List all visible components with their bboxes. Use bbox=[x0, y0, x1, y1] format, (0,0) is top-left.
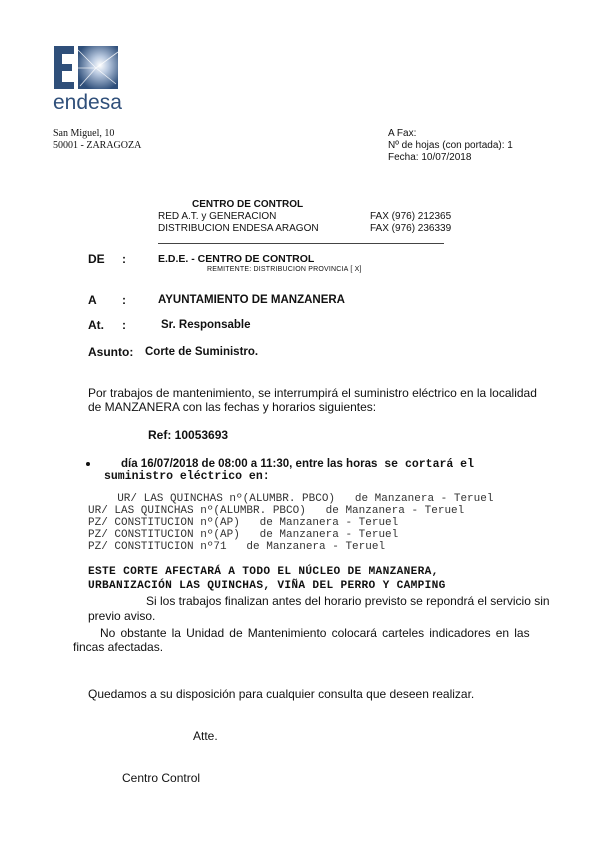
logo-wordmark: endesa bbox=[53, 91, 122, 114]
location-line: PZ/ CONSTITUCION nº(AP) de Manzanera - Teruel bbox=[88, 517, 399, 529]
de-label: DE bbox=[88, 252, 105, 266]
asunto-label: Asunto: bbox=[88, 345, 134, 359]
notice1-line2: previo aviso. bbox=[88, 609, 156, 623]
header-line2-left: DISTRIBUCION ENDESA ARAGON bbox=[158, 223, 319, 234]
header-title: CENTRO DE CONTROL bbox=[192, 199, 304, 210]
header-line1-left: RED A.T. y GENERACION bbox=[158, 211, 277, 222]
de-value: E.D.E. - CENTRO DE CONTROL bbox=[158, 253, 315, 265]
fax-to: A Fax: bbox=[388, 128, 417, 139]
notice1-line1: Si los trabajos finalizan antes del horario previsto se repondrá el servicio sin bbox=[146, 594, 550, 608]
fax-pages: Nº de hojas (con portada): 1 bbox=[388, 140, 513, 151]
schedule-part2: se cortará el bbox=[377, 458, 474, 471]
notice2-line1: No obstante la Unidad de Mantenimiento colocará carteles indicadores en las bbox=[100, 626, 530, 640]
bullet-icon bbox=[86, 462, 90, 466]
closing-text: Quedamos a su disposición para cualquier consulta que deseen realizar. bbox=[88, 687, 475, 701]
at-colon: : bbox=[122, 318, 126, 332]
schedule-part1: día 16/07/2018 de 08:00 a 11:30, entre las horas bbox=[121, 458, 378, 470]
a-colon: : bbox=[122, 293, 126, 307]
header-divider bbox=[158, 243, 444, 244]
sender-city: 50001 - ZARAGOZA bbox=[53, 140, 142, 151]
header-line2-right: FAX (976) 236339 bbox=[370, 223, 452, 234]
at-value: Sr. Responsable bbox=[161, 319, 251, 331]
atte-text: Atte. bbox=[193, 729, 218, 743]
intro-line1: Por trabajos de mantenimiento, se interrumpirá el suministro eléctrico en la localidad bbox=[88, 386, 537, 400]
de-colon: : bbox=[122, 252, 126, 266]
reference-number: Ref: 10053693 bbox=[148, 428, 229, 442]
a-value: AYUNTAMIENTO DE MANZANERA bbox=[158, 294, 345, 306]
affect-line2: URBANIZACIÓN LAS QUINCHAS, VIÑA DEL PERRO Y CAMPING bbox=[88, 580, 446, 592]
fax-date: Fecha: 10/07/2018 bbox=[388, 152, 472, 163]
location-line: PZ/ CONSTITUCION nº71 de Manzanera - Teruel bbox=[88, 541, 386, 553]
location-line: UR/ LAS QUINCHAS nº(ALUMBR. PBCO) de Manzanera - Teruel bbox=[104, 493, 494, 505]
location-line: PZ/ CONSTITUCION nº(AP) de Manzanera - Teruel bbox=[88, 529, 399, 541]
a-label: A bbox=[88, 293, 97, 307]
notice2-line2: fincas afectadas. bbox=[73, 640, 164, 654]
sender-street: San Miguel, 10 bbox=[53, 128, 115, 139]
de-remitente: REMITENTE: DISTRIBUCION PROVINCIA [ X] bbox=[207, 266, 362, 273]
schedule-line2: suministro eléctrico en: bbox=[104, 470, 270, 483]
asunto-value: Corte de Suministro. bbox=[145, 346, 259, 358]
at-label: At. bbox=[88, 318, 104, 332]
header-line1-right: FAX (976) 212365 bbox=[370, 211, 452, 222]
intro-line2: de MANZANERA con las fechas y horarios siguientes: bbox=[88, 400, 377, 414]
affect-line1: ESTE CORTE AFECTARÁ A TODO EL NÚCLEO DE MANZANERA, bbox=[88, 566, 439, 578]
signature-text: Centro Control bbox=[122, 771, 201, 785]
location-line: UR/ LAS QUINCHAS nº(ALUMBR. PBCO) de Manzanera - Teruel bbox=[88, 505, 465, 517]
